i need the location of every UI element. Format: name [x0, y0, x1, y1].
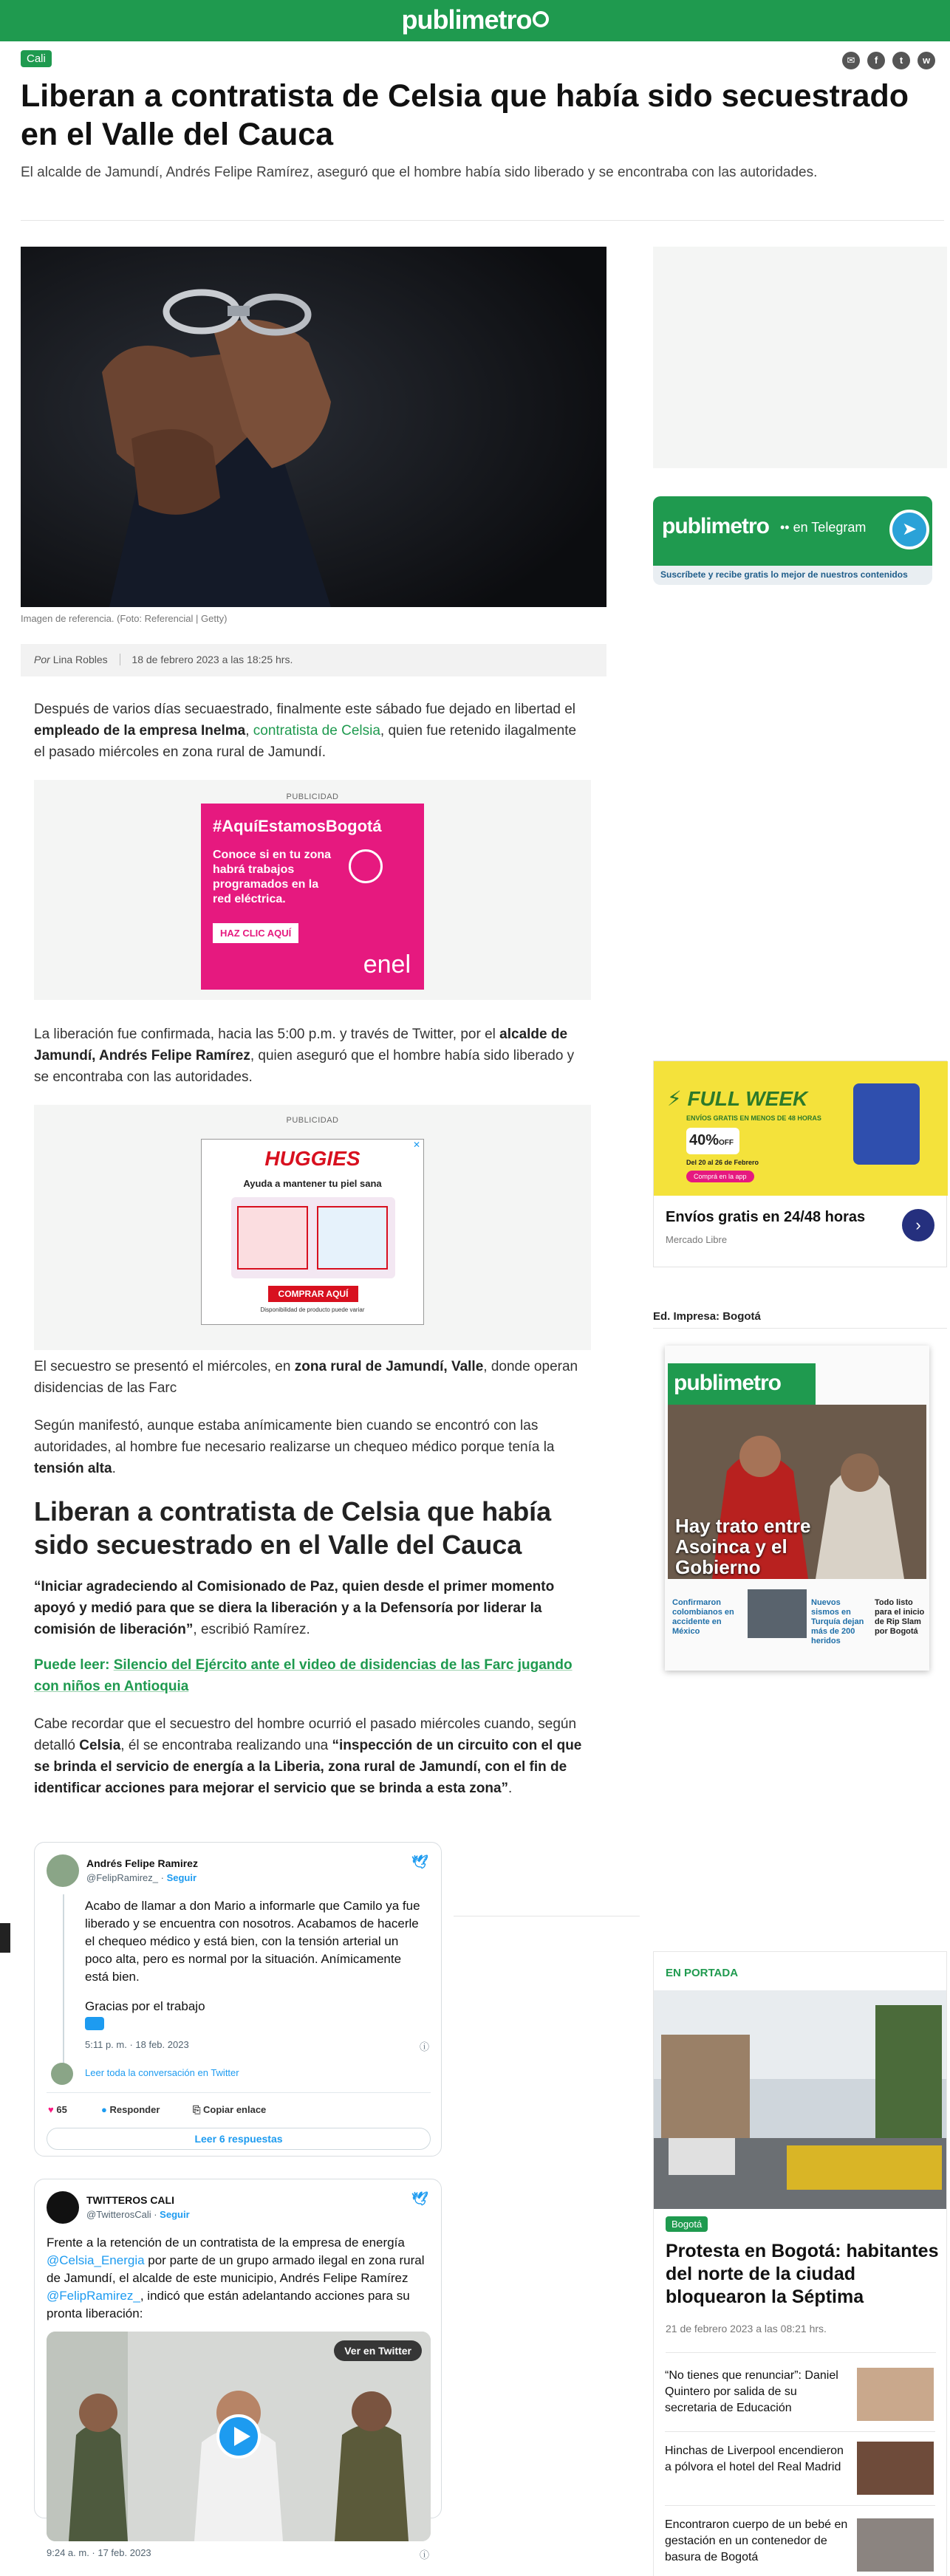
- email-share-icon[interactable]: ✉: [842, 52, 860, 69]
- mercadolibre-ad[interactable]: [653, 1061, 947, 1267]
- paragraph-2: La liberación fue confirmada, hacia las 5:00 p.m. y través de Twitter, por el alcalde de Jamundí, Andrés Felipe Ramírez, quien aseguró que el hombre había sido liberado y se encontraba con las autoridades.: [34, 1027, 575, 1085]
- divider: [665, 2505, 935, 2506]
- ml-headline: Envíos gratis en 24/48 horas: [666, 1209, 866, 1225]
- paragraph-5: Cabe recordar que el secuestro del hombre ocurrió el pasado miércoles cuando, según detalló Celsia, él se encontraba realizando una “inspección de un circuito con el que se brinda el servicio de energía a la Liberia, zona rural de Jamundí, con el fin de identificar acciones para mejorar el servicio que se brinda a esta zona”.: [34, 1716, 582, 1796]
- thread-line: [63, 1894, 64, 2064]
- site-logo[interactable]: publimetro: [0, 4, 950, 35]
- paragraph-3: El secuestro se presentó el miércoles, en zona rural de Jamundí, Valle, donde operan disidencias de las Farc: [34, 1359, 578, 1396]
- info-icon[interactable]: ⓘ: [419, 2549, 429, 2560]
- watch-on-twitter-button[interactable]: Ver en Twitter: [334, 2340, 422, 2361]
- facebook-share-icon[interactable]: f: [867, 52, 885, 69]
- huggies-ad[interactable]: [201, 1139, 424, 1325]
- related-news-3[interactable]: Encontraron cuerpo de un bebé en gestación en un contenedor de basura de Bogotá: [665, 2518, 848, 2563]
- whatsapp-share-icon[interactable]: w: [917, 52, 935, 69]
- twitter-share-icon[interactable]: t: [892, 52, 910, 69]
- byline: [21, 644, 606, 676]
- tweet-author-name[interactable]: TWITTEROS CALI: [86, 2194, 174, 2206]
- product-image: [853, 1083, 920, 1165]
- site-header: [0, 0, 950, 41]
- related-news-2[interactable]: Hinchas de Liverpool encendieron a pólvora el hotel del Real Madrid: [665, 2445, 844, 2473]
- mention-link[interactable]: @FelipRamirez_: [47, 2289, 140, 2303]
- follow-button[interactable]: Seguir: [166, 1872, 197, 1883]
- telegram-tagline: Suscríbete y recibe gratis lo mejor de nuestros contenidos: [653, 566, 932, 585]
- huggies-tagline: Ayuda a mantener tu piel sana: [243, 1178, 382, 1189]
- portada-date: 21 de febrero 2023 a las 08:21 hrs.: [666, 2323, 827, 2334]
- portada-title: EN PORTADA: [666, 1967, 739, 1979]
- tweet-text: Frente a la retención de un contratista de la empresa de energía @Celsia_Energia por parte de un grupo armado ilegal en zona rural de Jamundí, el alcalde de este municipio, Andrés Felipe Ramírez @FelipRamirez_, indicó que están adelantando acciones para su pronta liberación:: [47, 2236, 425, 2320]
- like-button[interactable]: ♥ 65: [48, 2104, 67, 2115]
- cover-logo: publimetro: [668, 1363, 816, 1405]
- huggies-cta-button[interactable]: COMPRAR AQUÍ: [268, 1286, 358, 1302]
- telegram-brand: publimetro: [662, 514, 769, 538]
- ml-promo: ⚡ FULL WEEK: [667, 1087, 808, 1110]
- ad-label: PUBLICIDAD: [286, 1116, 339, 1125]
- emoji-icon: [85, 2017, 104, 2030]
- play-icon[interactable]: [216, 2414, 261, 2459]
- read-replies-button[interactable]: Leer 6 respuestas: [47, 2128, 431, 2150]
- byline-prefix: Por: [34, 654, 50, 665]
- ml-banner: [654, 1061, 948, 1196]
- avatar: [51, 2063, 73, 2085]
- read-conversation-link[interactable]: Leer toda la conversación en Twitter: [85, 2067, 239, 2078]
- tweet-video[interactable]: [47, 2332, 431, 2541]
- ml-sub: ENVÍOS GRATIS EN MENOS DE 48 HORAS: [686, 1114, 821, 1122]
- related-news-2-thumb[interactable]: [857, 2442, 934, 2495]
- share-bar: [842, 52, 935, 69]
- portada-image[interactable]: [654, 1990, 946, 2209]
- telegram-label: •• en Telegram: [780, 520, 867, 535]
- twitter-bird-icon[interactable]: 🕊: [411, 2191, 428, 2206]
- ad-close-icon[interactable]: ✕: [412, 1140, 420, 1150]
- ml-discount: 40%OFF: [686, 1128, 739, 1154]
- huggies-fine-print: Disponibilidad de producto puede variar: [260, 1306, 365, 1313]
- enel-cta-button[interactable]: HAZ CLIC AQUÍ: [213, 923, 298, 943]
- twitter-bird-icon[interactable]: 🕊: [411, 1854, 428, 1869]
- article-subtitle: El alcalde de Jamundí, Andrés Felipe Ramírez, aseguró que el hombre había sido liberado y se encontraba con las autoridades.: [21, 165, 818, 180]
- info-icon[interactable]: ⓘ: [419, 2041, 429, 2052]
- related-news-1[interactable]: “No tienes que renunciar”: Daniel Quintero por salida de su secretaria de Educación: [665, 2369, 838, 2414]
- publish-date: 18 de febrero 2023 a las 18:25 hrs.: [131, 654, 293, 665]
- article-hero-image: [21, 247, 606, 607]
- avatar[interactable]: [47, 2191, 79, 2224]
- embedded-tweet: TWITTEROS CALI @TwitterosCali · Seguir 🕊 Frente a la retención de un contratista de la empresa de energía @Celsia_Energia por parte de un grupo armado ilegal en zona rural de Jamundí, el alcalde de este municipio, Andrés Felipe Ramírez @FelipRamirez_, indicó que están adelantando acciones para su pronta liberación: Ver en Twitter 9:24 a. m. · 17 feb. 2023 ⓘ: [34, 2179, 442, 2518]
- ml-advertiser: Mercado Libre: [666, 1234, 728, 1245]
- section-heading: Liberan a contratista de Celsia que había sido secuestrado en el Valle del Cauca: [34, 1496, 552, 1560]
- tweet-timestamp[interactable]: 9:24 a. m. · 17 feb. 2023: [47, 2547, 151, 2558]
- read-more-link[interactable]: Silencio del Ejército ante el video de disidencias de las Farc jugando con niños en Antioquia: [34, 1657, 573, 1694]
- reply-button[interactable]: ● Responder: [101, 2104, 160, 2115]
- tweet-handle[interactable]: @FelipRamirez_: [86, 1872, 158, 1883]
- enel-hashtag: #AquíEstamosBogotá: [213, 817, 382, 835]
- enel-ad[interactable]: [201, 804, 424, 990]
- huggies-logo: HUGGIES: [264, 1147, 360, 1170]
- location-pin-icon: [349, 849, 383, 883]
- ad-label: PUBLICIDAD: [286, 792, 339, 801]
- related-news-1-thumb[interactable]: [857, 2368, 934, 2421]
- paragraph-1: Después de varios días secuaestrado, finalmente este sábado fue dejado en libertad el empleado de la empresa Inelma, contratista de Celsia, quien fue retenido ilagalmente el pasado miércoles en zona rural de Jamundí.: [34, 702, 577, 760]
- read-more: Puede leer: Silencio del Ejército ante el video de disidencias de las Farc jugando con niños en Antioquia: [34, 1657, 573, 1694]
- avatar[interactable]: [47, 1854, 79, 1887]
- tweet-timestamp[interactable]: 5:11 p. m. · 18 feb. 2023: [85, 2039, 189, 2050]
- related-news-3-thumb[interactable]: [857, 2518, 934, 2572]
- mention-link[interactable]: @Celsia_Energia: [47, 2253, 145, 2267]
- cover-headline: Hay trato entre Asoinca y el Gobierno: [675, 1515, 811, 1578]
- embedded-tweet: Andrés Felipe Ramirez @FelipRamirez_ · Seguir 🕊 Acabo de llamar a don Mario a informarle que Camilo ya fue liberado y se encuentra con nosotros. Acabamos de hacerle el chequeo médico y está bien, con la tensión arterial un poco alta, pero es normal por la situación. Anímicamente está bien. Gracias por el trabajo 5:11 p. m. · 18 feb. 2023 ⓘ Leer toda la conversación en Twitter ♥ 65 ● Responder ⎘ Copiar enlace Leer 6 respuestas: [34, 1842, 442, 2157]
- ad-slot-enel: [34, 780, 591, 1000]
- telegram-banner[interactable]: [653, 496, 932, 585]
- diaper-packs-image: [231, 1197, 395, 1278]
- print-edition-cover[interactable]: [665, 1346, 929, 1671]
- tweet-text-2: Gracias por el trabajo: [85, 1999, 205, 2013]
- enel-logo: enel: [363, 950, 411, 979]
- tweet-text: Acabo de llamar a don Mario a informarle que Camilo ya fue liberado y se encuentra con nosotros. Acabamos de hacerle el chequeo médico y está bien, con la tensión arterial un poco alta, pero es normal por la situación. Anímicamente está bien.: [85, 1899, 420, 1984]
- follow-button[interactable]: Seguir: [160, 2209, 190, 2220]
- article-title: Liberan a contratista de Celsia que había sido secuestrado en el Valle del Cauca: [21, 78, 909, 152]
- tweet-handle[interactable]: @TwitterosCali: [86, 2209, 151, 2220]
- author-link[interactable]: Lina Robles: [52, 654, 108, 665]
- ad-slot-huggies: [34, 1105, 591, 1350]
- quote-paragraph: “Iniciar agradeciendo al Comisionado de Paz, quien desde el primer momento apoyó y medió para que se diera la liberación y a la Defensoría por liderar la comisión de liberación”, escribió Ramírez.: [34, 1579, 555, 1637]
- portada-tag[interactable]: Bogotá: [666, 2216, 708, 2232]
- copy-link-button[interactable]: ⎘ Copiar enlace: [193, 2104, 267, 2115]
- cover-story-1: Confirmaron colombianos en accidente en México: [672, 1598, 734, 1636]
- divider: [665, 2431, 935, 2432]
- edition-title: Ed. Impresa: Bogotá: [653, 1310, 761, 1323]
- ml-dates: Del 20 al 26 de Febrero: [686, 1159, 759, 1166]
- cover-story-2: Nuevos sismos en Turquía dejan más de 200 heridos: [811, 1598, 864, 1645]
- sidebar-ad-slot: [653, 247, 947, 468]
- cover-photo: [668, 1405, 926, 1579]
- cover-story-3: Todo listo para el inicio de Rip Slam por Bogotá: [875, 1598, 925, 1636]
- tweet-author-name[interactable]: Andrés Felipe Ramirez: [86, 1857, 198, 1869]
- image-caption: Imagen de referencia. (Foto: Referencial | Getty): [21, 613, 228, 624]
- ml-buy-button[interactable]: Comprá en la app: [686, 1171, 754, 1182]
- chevron-right-icon[interactable]: ›: [902, 1209, 934, 1241]
- portada-headline[interactable]: Protesta en Bogotá: habitantes del norte de la ciudad bloquearon la Séptima: [666, 2241, 939, 2307]
- paragraph-4: Según manifestó, aunque estaba anímicamente bien cuando se encontró con las autoridades, al hombre fue necesario realizarse un chequeo médico porque tenía la tensión alta.: [34, 1418, 555, 1476]
- side-tab[interactable]: [0, 1923, 10, 1953]
- telegram-icon: ➤: [889, 510, 929, 549]
- divider: [21, 220, 944, 221]
- celsia-link[interactable]: contratista de Celsia: [253, 723, 380, 739]
- divider: [653, 1328, 947, 1329]
- enel-text: Conoce si en tu zona habrá trabajos programados en la red eléctrica.: [213, 849, 332, 905]
- section-tag[interactable]: Cali: [21, 50, 52, 67]
